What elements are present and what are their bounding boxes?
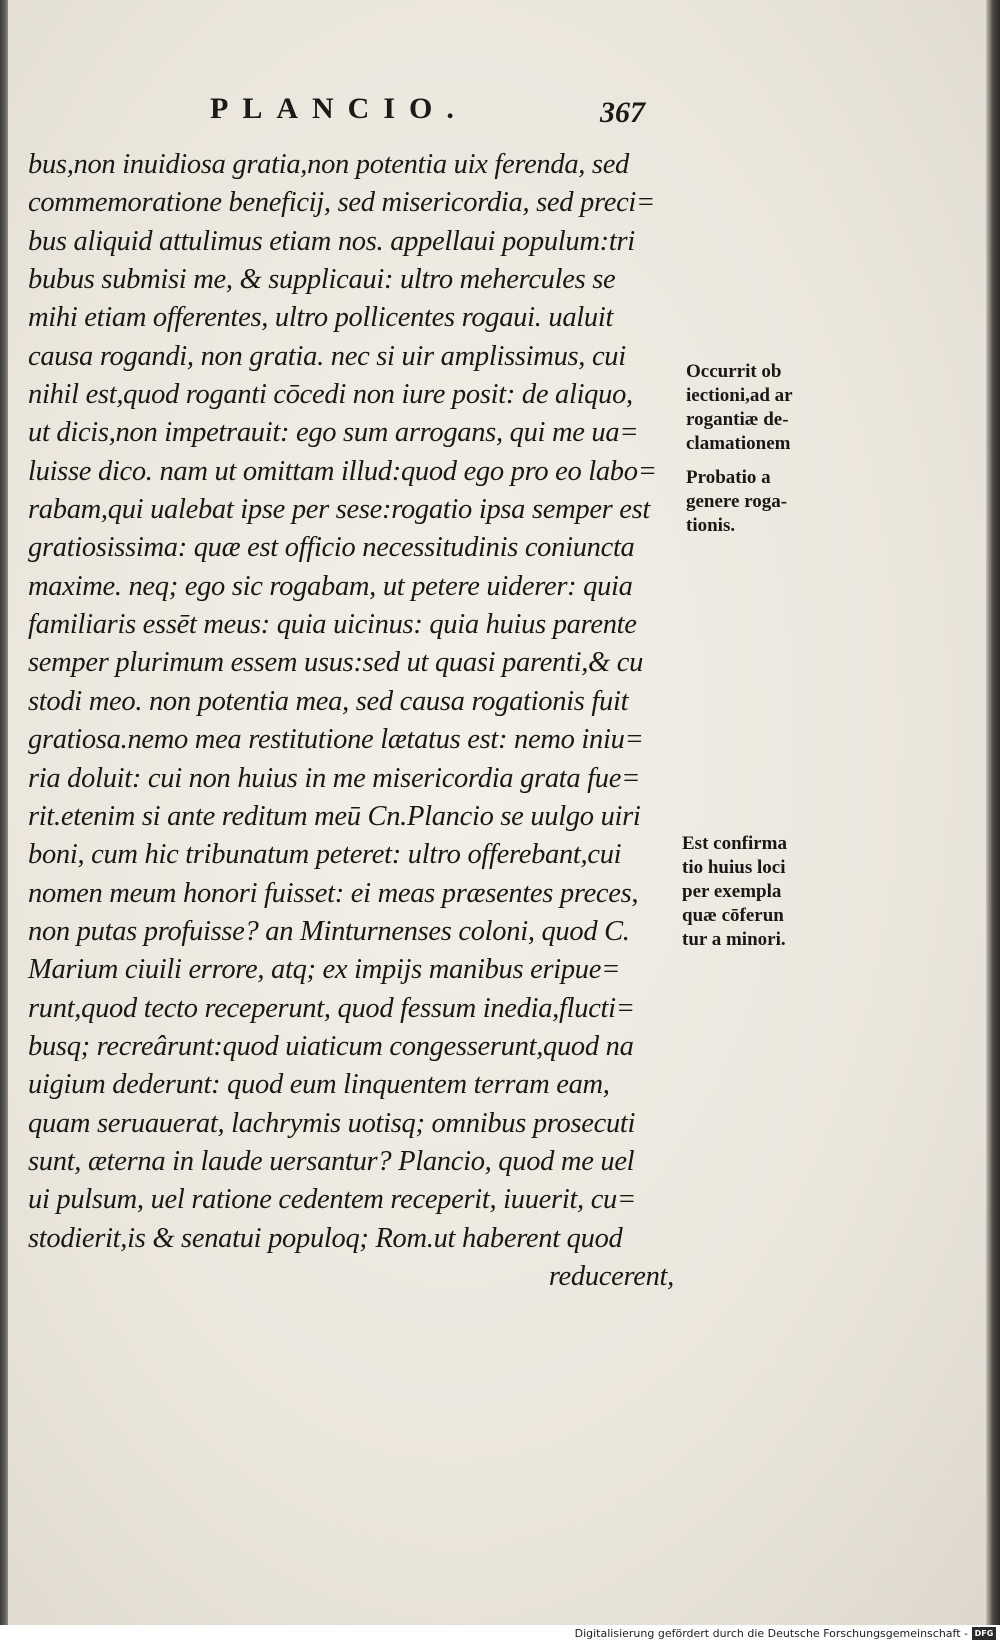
dfg-logo: DFG [972,1627,996,1640]
marginal-note-line: Probatio a [686,467,771,488]
text-line: nihil est,quod roganti cōcedi non iure posit: de aliquo, [28,379,633,411]
marginal-note-line: clamationem [686,433,791,454]
marginal-note [686,466,787,538]
text-line: causa rogandi, non gratia. nec si uir amplissimus, cui [28,340,626,372]
text-line: stodierit,is & senatui populoq; Rom.ut haberent quod [28,1222,623,1254]
text-line: nomen meum honori fuisset: ei meas præsentes preces, [28,877,639,909]
text-line: bubus submisi me, & supplicaui: ultro mehercules se [28,264,616,296]
marginal-note-line: tionis. [686,515,736,536]
text-line: non putas profuisse? an Minturnenses coloni, quod C. [28,915,630,947]
text-line: rit.etenim si ante reditum meū Cn.Plancio se uulgo uiri [28,800,641,832]
text-line: gratiosa.nemo mea restitutione lætatus est: nemo iniu= [28,724,644,756]
text-line: rabam,qui ualebat ipse per sese:rogatio ipsa semper est [28,494,651,526]
text-line: luisse dico. nam ut omittam illud:quod ego pro eo labo= [28,455,657,487]
text-line: maxime. neq; ego sic rogabam, ut petere uiderer: quia [28,570,633,602]
footer-credit: Digitalisierung gefördert durch die Deutsche Forschungsgemeinschaft - [574,1627,968,1640]
text-line: semper plurimum essem usus:sed ut quasi parenti,& cu [28,647,644,679]
marginal-note-line: genere roga- [686,491,788,512]
marginal-note-line: Est confirma [682,833,788,854]
text-line: runt,quod tecto receperunt, quod fessum inedia,flucti= [28,992,635,1024]
text-line: ria doluit: cui non huius in me misericordia grata fue= [28,762,641,794]
text-line: ut dicis,non impetrauit: ego sum arrogans, qui me ua= [28,417,639,449]
marginal-note-line: rogantiæ de- [686,409,789,430]
marginal-note-line: quæ cōferun [682,905,784,926]
body-text [28,146,688,1296]
scanner-backdrop [986,0,1000,1625]
marginal-note-line: per exempla [682,881,782,902]
text-line: gratiosissima: quæ est officio necessitudinis coniuncta [28,532,635,564]
marginal-note-line: tur a minori. [682,929,786,950]
text-line: ui pulsum, uel ratione cedentem receperit, iuuerit, cu= [28,1184,636,1216]
text-line: bus,non inuidiosa gratia,non potentia uix ferenda, sed [28,149,630,180]
text-line: familiaris essēt meus: quia uicinus: quia huius parente [28,609,637,641]
text-line: commemoratione beneficij, sed misericordia, sed preci= [28,187,655,219]
marginal-note [682,832,787,952]
text-line: bus aliquid attulimus etiam nos. appellaui populum:tri [28,225,635,257]
page-number: 367 [600,96,645,129]
footer-bar [0,1625,1000,1643]
marginal-note [686,360,793,456]
text-line: mihi etiam offerentes, ultro pollicentes rogaui. ualuit [28,302,614,334]
marginal-note-line: Occurrit ob [686,361,782,382]
text-line: Marium ciuili errore, atq; ex impijs manibus eripue= [28,954,621,986]
marginal-note-line: iectioni,ad ar [686,385,793,406]
marginal-note-line: tio huius loci [682,857,786,878]
catchword-line: reducerent, [548,1260,674,1292]
text-line: uigium dederunt: quod eum linquentem terram eam, [28,1069,610,1101]
running-head: PLANCIO. [210,92,468,125]
text-line: stodi meo. non potentia mea, sed causa rogationis fuit [28,685,629,717]
text-line: quam seruauerat, lachrymis uotisq; omnibus prosecuti [28,1107,636,1139]
text-line: sunt, æterna in laude uersantur? Plancio, quod me uel [28,1145,635,1177]
text-line: boni, cum hic tribunatum peteret: ultro offerebant,cui [28,839,622,871]
text-line: busq; recreârunt:quod uiaticum congesserunt,quod na [28,1030,634,1062]
